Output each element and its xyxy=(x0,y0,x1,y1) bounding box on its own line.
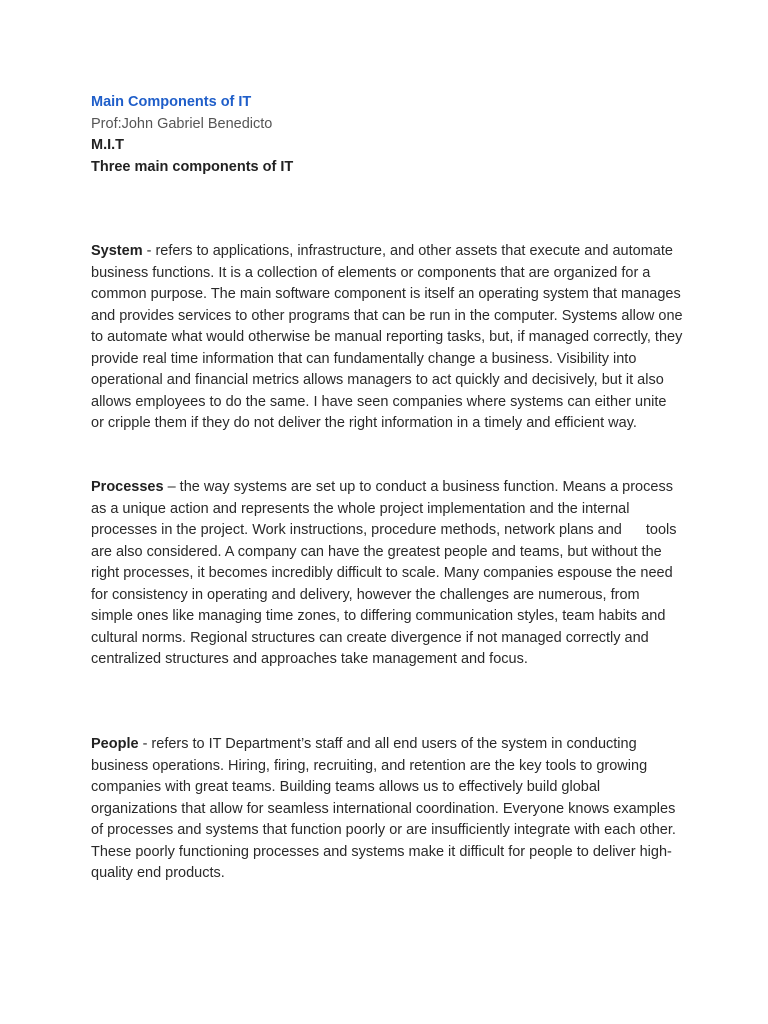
document-header xyxy=(91,92,691,178)
system-body: - refers to applications, infrastructure, and other assets that execute and automate business functions. It is a collection of elements or components that are organized for a common purpose. The main software component is itself an operating system that manages and provides services to other programs that can be run in the computer. Systems allow one to automate what would otherwise be manual reporting tasks, but, if managed correctly, they provide real time information that can fundamentally change a business. Visibility into operational and financial metrics allows managers to act quickly and decisively, but it also allows employees to do the same. I have seen companies where systems can either unite or cripple them if they do not deliver the right information in a timely and efficient way. xyxy=(91,243,683,431)
document-subtitle: Three main components of IT xyxy=(91,158,294,175)
people-body: - refers to IT Department’s staff and all end users of the system in conducting business operations. Hiring, firing, recruiting, and retention are the key tools to growing companies with great teams. Building teams allows us to effectively build global organizations that allow for seamless international coordination. Everyone knows examples of processes and systems that function poorly or are insufficiently integrate with each other. These poorly functioning processes and systems make it difficult for people to deliver high-quality end products. xyxy=(91,736,676,881)
processes-term: Processes xyxy=(91,479,164,495)
system-term: System xyxy=(91,243,143,259)
professor-name: Prof:John Gabriel Benedicto xyxy=(91,115,273,132)
system-paragraph xyxy=(91,241,683,435)
people-paragraph xyxy=(91,734,683,885)
course-name: M.I.T xyxy=(91,137,125,153)
processes-body-a: – the way systems are set up to conduct a business function. Means a process as a unique action and represents the whole project implementation and the internal processes in the project. Work instructions, procedure methods, network plans and xyxy=(91,479,673,538)
processes-paragraph xyxy=(91,477,683,671)
document-title: Main Components of IT xyxy=(91,94,252,110)
people-term: People xyxy=(91,736,139,752)
processes-body-b: tools are also considered. A company can have the greatest people and teams, but without the right processes, it becomes incredibly difficult to scale. Many companies espouse the need for consistency in operating and delivery, however the challenges are numerous, from simple ones like managing time zones, to differing communication styles, team habits and cultural norms. Regional structures can create divergence if not managed correctly and centralized structures and approaches take management and focus. xyxy=(91,522,677,667)
